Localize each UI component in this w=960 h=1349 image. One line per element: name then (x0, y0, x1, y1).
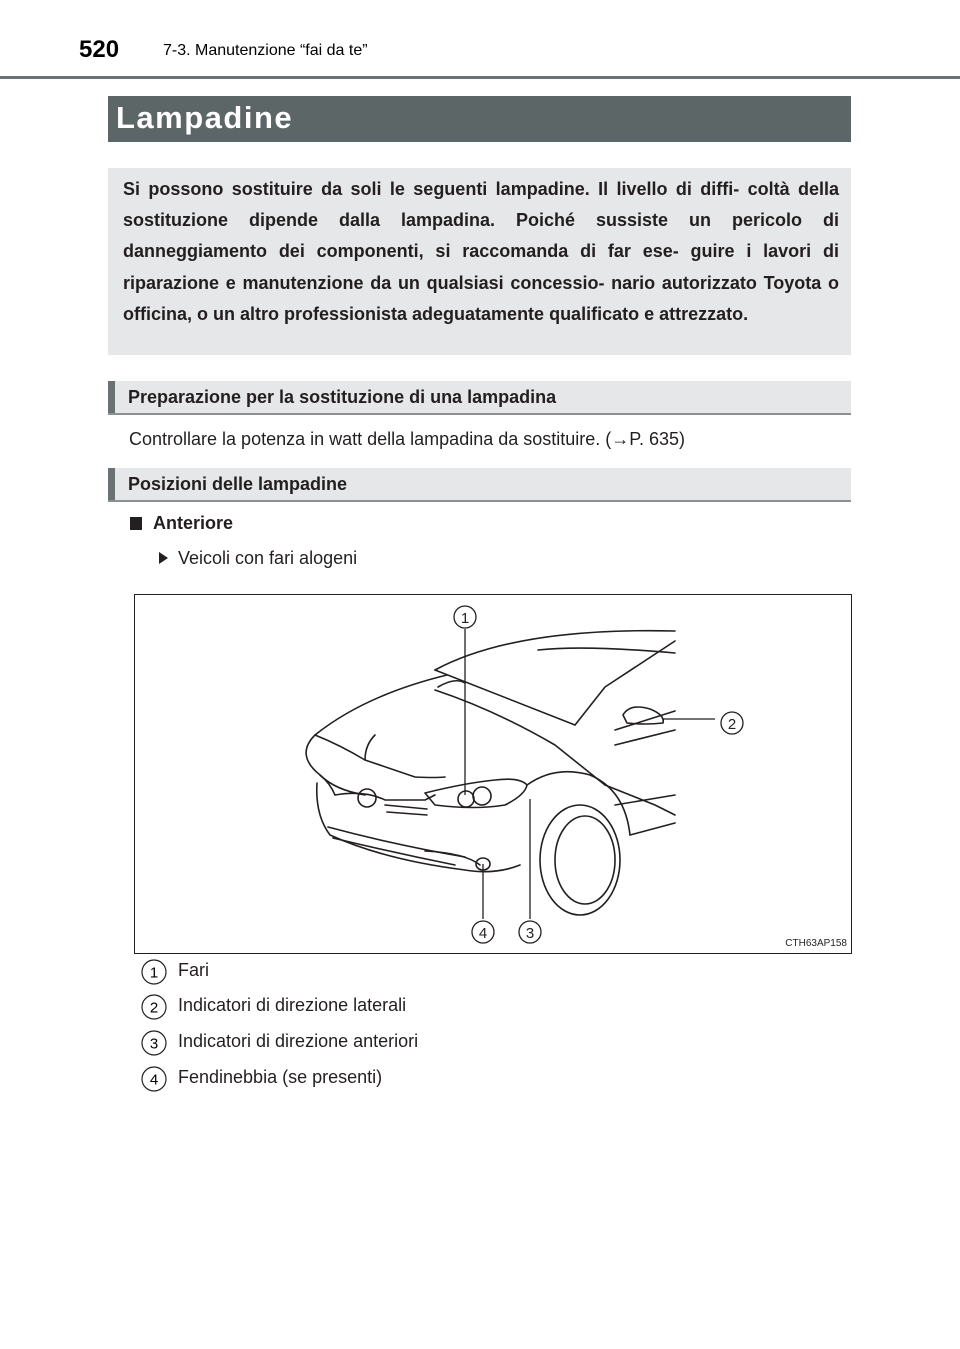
page-number: 520 (79, 36, 120, 63)
subheading-positions (108, 468, 851, 502)
header-rule (0, 76, 960, 79)
callout-4: 4 (478, 925, 488, 942)
legend-text: Fari (178, 960, 209, 980)
page-title: Lampadine (116, 100, 294, 135)
intro-box (108, 168, 851, 355)
subsection-halogen: Veicoli con fari alogeni (178, 548, 358, 568)
intro-text: Si possono sostituire da soli le seguenti lampadine. Il livello di diffi- coltà della sostituzione dipende dalla lampadina. Poiché sussiste un pericolo di danneggiamento dei componenti, si raccomanda di far ese- guire i lavori di riparazione e manutenzione da un qualsiasi concessio- nario autorizzato Toyota o officina, o un altro professionista adeguatamente qualificato e attrezzato. (123, 179, 839, 324)
square-bullet-icon (130, 517, 142, 530)
legend-text: Indicatori di direzione anteriori (178, 1031, 419, 1051)
callout-2: 2 (727, 716, 737, 733)
subsection-front: Anteriore (153, 513, 234, 533)
svg-text:3: 3 (149, 1035, 159, 1053)
car-illustration (134, 594, 852, 954)
number-badge-icon (140, 958, 168, 986)
number-badge-icon (140, 1065, 168, 1093)
number-badge-icon (140, 993, 168, 1021)
car-drawing (135, 595, 851, 953)
number-badge-icon (140, 1029, 168, 1057)
svg-text:4: 4 (149, 1071, 159, 1089)
callout-3: 3 (525, 925, 535, 942)
title-bar (108, 96, 851, 142)
subheading-bar (108, 381, 115, 413)
preparation-text: Controllare la potenza in watt della lampadina da sostituire. (→P. 635) (129, 429, 685, 449)
subheading-preparation (108, 381, 851, 415)
callout-1: 1 (460, 610, 470, 627)
triangle-bullet-icon (159, 552, 168, 564)
page-header (0, 0, 960, 80)
legend-text: Fendinebbia (se presenti) (178, 1067, 383, 1087)
figure-code: CTH63AP158 (785, 938, 847, 949)
subheading-preparation-text: Preparazione per la sostituzione di una lampadina (128, 387, 557, 407)
svg-text:1: 1 (149, 964, 159, 982)
svg-text:2: 2 (149, 999, 159, 1017)
section-label: 7-3. Manutenzione “fai da te” (163, 42, 368, 59)
subheading-bar (108, 468, 115, 500)
legend-text: Indicatori di direzione laterali (178, 995, 407, 1015)
subheading-positions-text: Posizioni delle lampadine (128, 474, 348, 494)
